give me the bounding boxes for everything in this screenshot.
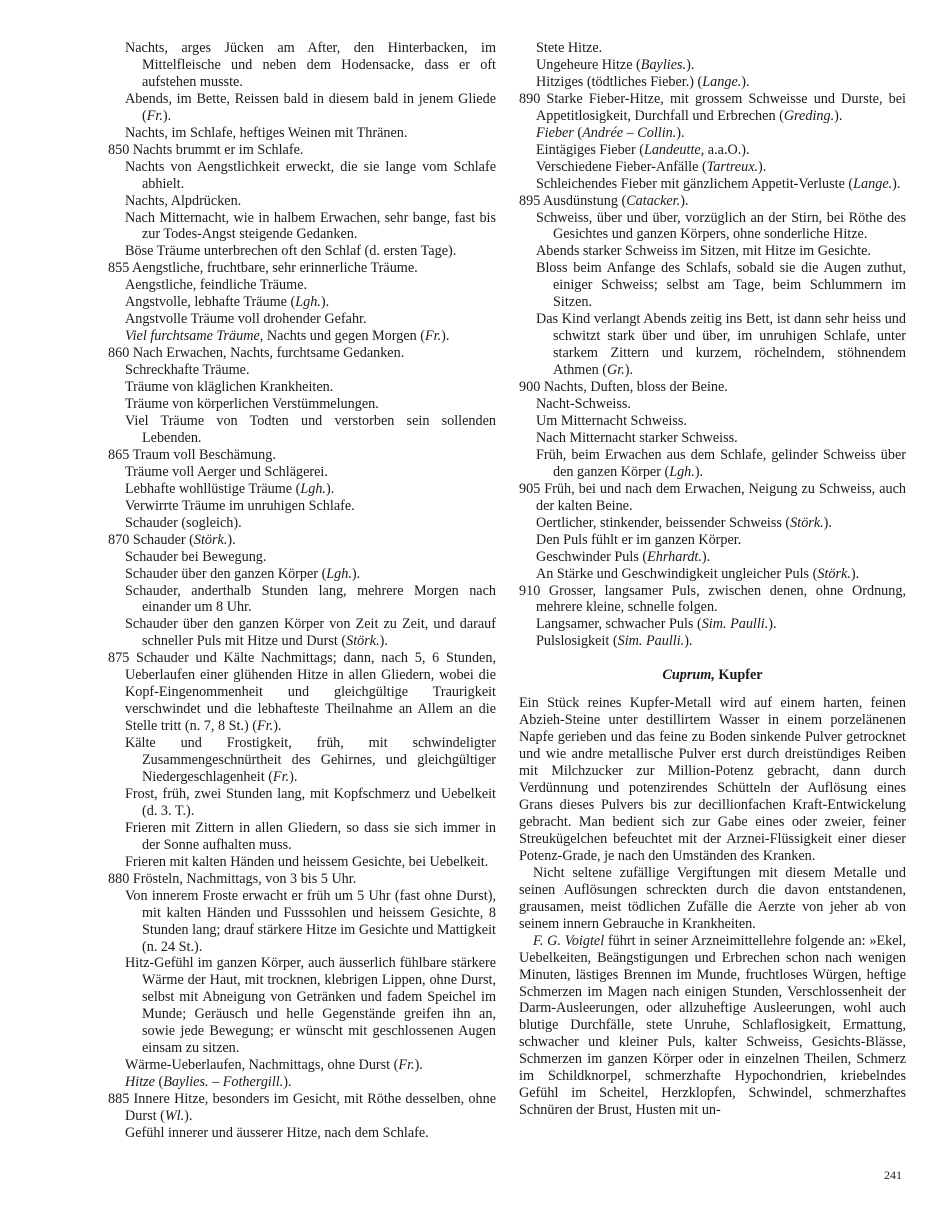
section-title-italic: Cuprum, xyxy=(662,667,715,684)
symptom-entry: Schauder (sogleich). xyxy=(125,514,242,531)
symptom-entry: Hitz-Gefühl im ganzen Körper, auch äusserlich fühlbare stärkere Wärme der Haut, mit trocknen, klebrigen Lippen, ohne Durst, selbst mit Abneigung von Getränken und fadem Speichel im Munde; Geräusch und helle Gegenstände greifen ihn an, sowie jede Bewegung; er wünscht mit geschlossenen Augen einsam zu sitzen. xyxy=(125,955,496,1057)
section-body xyxy=(519,695,906,1119)
symptom-entry: 850 Nachts brummt er im Schlafe. xyxy=(108,141,304,158)
symptom-entry: 910 Grosser, langsamer Puls, zwischen denen, ohne Ordnung, mehrere kleine, schnelle folgen. xyxy=(519,582,906,616)
left-column xyxy=(108,40,496,1142)
symptom-entry: Früh, beim Erwachen aus dem Schlafe, gelinder Schweiss über den ganzen Körper (Lgh.). xyxy=(536,446,906,480)
symptom-entry: Nach Mitternacht starker Schweiss. xyxy=(536,429,738,446)
symptom-entry: Pulslosigkeit (Sim. Paulli.). xyxy=(536,633,693,650)
entry-number: 865 xyxy=(108,446,130,463)
symptom-entry: Aengstliche, feindliche Träume. xyxy=(125,277,308,294)
entry-number: 895 xyxy=(519,192,541,209)
entry-number: 890 xyxy=(519,90,541,107)
symptom-entry: Verwirrte Träume im unruhigen Schlafe. xyxy=(125,497,355,514)
symptom-entry: Langsamer, schwacher Puls (Sim. Paulli.). xyxy=(536,616,777,633)
symptom-entry: Wärme-Ueberlaufen, Nachmittags, ohne Durst (Fr.). xyxy=(125,1057,423,1074)
symptom-entry: 865 Traum voll Beschämung. xyxy=(108,446,276,463)
symptom-entry: Nacht-Schweiss. xyxy=(536,396,631,413)
entry-number: 855 xyxy=(108,260,130,277)
symptom-entry: Nachts von Aengstlichkeit erweckt, die sie lange vom Schlafe abhielt. xyxy=(125,158,496,192)
entry-number: 875 xyxy=(108,650,130,667)
symptom-entry: Kälte und Frostigkeit, früh, mit schwindeligter Zusammengeschnürtheit des Gehirnes, und gleichgültiger Niedergeschlagenheit (Fr.). xyxy=(125,735,496,785)
symptom-entry: Hitze (Baylies. – Fothergill.). xyxy=(125,1074,292,1091)
symptom-entry: Lebhafte wohllüstige Träume (Lgh.). xyxy=(125,480,335,497)
symptom-entry: An Stärke und Geschwindigkeit ungleicher Puls (Störk.). xyxy=(536,565,860,582)
symptom-entry: Schreckhafte Träume. xyxy=(125,362,250,379)
symptom-entry: Bloss beim Anfange des Schlafs, sobald sie die Augen zuthut, einiger Schweiss; selbst am Tage, beim Schlummern im Sitzen. xyxy=(536,260,906,311)
symptom-entry: Um Mitternacht Schweiss. xyxy=(536,412,687,429)
symptom-entry: Frieren mit kalten Händen und heissem Gesichte, bei Uebelkeit. xyxy=(125,853,489,870)
entry-number: 850 xyxy=(108,141,130,158)
symptom-entry: Schweiss, über und über, vorzüglich an der Stirn, bei Röthe des Gesichtes und ganzen Körpers, ohne sonderliche Hitze. xyxy=(536,209,906,243)
symptom-entry: Gefühl innerer und äusserer Hitze, nach dem Schlafe. xyxy=(125,1125,429,1141)
section-title-plain: Kupfer xyxy=(718,667,763,684)
symptom-entry: Schleichendes Fieber mit gänzlichem Appetit-Verluste (Lange.). xyxy=(536,175,901,192)
symptom-entry: Das Kind verlangt Abends zeitig ins Bett, ist dann sehr heiss und schwitzt stark über und über, im unruhigen Schlafe, unter starkem Zittern und kurzem, röchelndem, stöhnendem Athmen (Gr.). xyxy=(536,311,906,379)
symptom-entry: Träume von kläglichen Krankheiten. xyxy=(125,379,334,396)
body-paragraph: Ein Stück reines Kupfer-Metall wird auf einem harten, feinen Abzieh-Steine unter destillirtem Wasser in einem porzelänenen Napfe gerieben und das feine zu Boden sinkende Pulver getrocknet und wie andre metallische Pulver erst durch dreistündiges Reiben mit Milchzucker zur Million-Potenz gebracht, dann durch Verdünnung und potenzirendes Schütteln der Auflösung eines Grans dieses Pulvers bis zur decillionfachen Kraft-Entwickelung gebracht. Man bedient sich zur Gabe eines oder zweier, feiner Streukügelchen befeuchtet mit der Arznei-Flüssigkeit einer dieser Potenz-Grade, je nach den Umständen des Kranken. xyxy=(519,695,906,864)
symptom-entry: Schauder, anderthalb Stunden lang, mehrere Morgen nach einander um 8 Uhr. xyxy=(125,582,496,616)
right-entries xyxy=(519,40,906,650)
symptom-entry: 890 Starke Fieber-Hitze, mit grossem Schweisse und Durste, bei Appetitlosigkeit, Durchfall und Erbrechen (Greding.). xyxy=(519,90,906,124)
symptom-entry: Den Puls fühlt er im ganzen Körper. xyxy=(536,531,742,548)
right-column xyxy=(519,40,906,1119)
symptom-entry: Nach Mitternacht, wie in halbem Erwachen, sehr bange, fast bis zur Todes-Angst steigende Gedanken. xyxy=(125,209,496,243)
symptom-entry: Angstvolle, lebhafte Träume (Lgh.). xyxy=(125,294,330,311)
entry-number: 885 xyxy=(108,1091,130,1108)
body-paragraph: F. G. Voigtel führt in seiner Arzneimittellehre folgende an: »Ekel, Uebelkeiten, Beängstigungen und Erbrechen schon nach wenigen Minuten, lästiges Brennen im Munde, fruchtloses Würgen, heftige Schmerzen im Magen nach einigen Stunden, Verschlossenheit der Darm-Ausleerungen, oder allzuheftige Ausleerungen, wohl auch blutige Durchfälle, stete Unruhe, Schlaflosigkeit, Ermattung, schwacher und kleiner Puls, kalter Schweiss, Gesichts-Blässe, Schmerzen im ganzen Körper oder in einzelnen Theilen, Schmerz im Schildknorpel, schmerzhafte Hypochondrien, kriebelndes Gefühl im Scheitel, Herzklopfen, Schwindel, schmerzhaftes Schnüren der Brust, Husten mit un- xyxy=(519,932,907,1119)
symptom-entry: Träume von körperlichen Verstümmelungen. xyxy=(125,396,379,413)
symptom-entry: 870 Schauder (Störk.). xyxy=(108,531,236,548)
symptom-entry: Träume voll Aerger und Schlägerei. xyxy=(125,463,328,480)
symptom-entry: Viel furchtsame Träume, Nachts und gegen Morgen (Fr.). xyxy=(125,328,450,345)
symptom-entry: Schauder über den ganzen Körper von Zeit zu Zeit, und darauf schneller Puls mit Hitze und Durst (Störk.). xyxy=(125,616,496,650)
symptom-entry: Angstvolle Träume voll drohender Gefahr. xyxy=(125,311,367,328)
symptom-entry: Geschwinder Puls (Ehrhardt.). xyxy=(536,548,711,565)
symptom-entry: Abends starker Schweiss im Sitzen, mit Hitze im Gesichte. xyxy=(536,243,871,260)
symptom-entry: Von innerem Froste erwacht er früh um 5 Uhr (fast ohne Durst), mit kalten Händen und Fusssohlen und heissem Gesichte, 8 Stunden lang; drauf stärkere Hitze im Gesichte und Mattigkeit (n. 24 St.). xyxy=(125,887,496,955)
symptom-entry: Frost, früh, zwei Stunden lang, mit Kopfschmerz und Uebelkeit (d. 3. T.). xyxy=(125,785,496,819)
symptom-entry: 905 Früh, bei und nach dem Erwachen, Neigung zu Schweiss, auch der kalten Beine. xyxy=(519,480,906,514)
section-title xyxy=(519,667,906,684)
symptom-entry: 900 Nachts, Duften, bloss der Beine. xyxy=(519,379,728,396)
symptom-entry: Ungeheure Hitze (Baylies.). xyxy=(536,56,695,73)
symptom-entry: 875 Schauder und Kälte Nachmittags; dann, nach 5, 6 Stunden, Ueberlaufen einer glühenden Hitze in allen Gliedern, wobei die Kopf-Eingenommenheit und gleichgültige Traurigkeit verschwindet und die lebhafteste Theilnahme an Allem an die Stelle tritt (n. 7, 8 St.) (Fr.). xyxy=(108,650,496,735)
entry-number: 900 xyxy=(519,379,541,396)
symptom-entry: Viel Träume von Todten und verstorben sein sollenden Lebenden. xyxy=(125,412,496,446)
symptom-entry: Nachts, arges Jücken am After, den Hinterbacken, im Mittelfleische und neben dem Hodensacke, dass er oft aufstehen musste. xyxy=(125,40,496,90)
body-paragraph: Nicht seltene zufällige Vergiftungen mit diesem Metalle und seinen Auflösungen schreckten durch die davon entstandenen, grausamen, meist tödlichen Zufälle die Aerzte von jeher ab von seinem innern Gebrauche in Krankheiten. xyxy=(519,864,906,932)
symptom-entry: Abends, im Bette, Reissen bald in diesem bald in jenem Gliede (Fr.). xyxy=(125,90,496,124)
symptom-entry: Böse Träume unterbrechen oft den Schlaf (d. ersten Tage). xyxy=(125,243,457,260)
symptom-entry: Stete Hitze. xyxy=(536,40,603,56)
symptom-entry: Fieber (Andrée – Collin.). xyxy=(536,124,685,141)
symptom-entry: 885 Innere Hitze, besonders im Gesicht, mit Röthe desselben, ohne Durst (Wl.). xyxy=(108,1091,496,1125)
symptom-entry: 895 Ausdünstung (Catacker.). xyxy=(519,192,689,209)
symptom-entry: Nachts, im Schlafe, heftiges Weinen mit Thränen. xyxy=(125,124,408,141)
symptom-entry: Oertlicher, stinkender, beissender Schweiss (Störk.). xyxy=(536,514,832,531)
symptom-entry: Hitziges (tödtliches Fieber.) (Lange.). xyxy=(536,73,750,90)
symptom-entry: Nachts, Alpdrücken. xyxy=(125,192,242,209)
symptom-entry: 860 Nach Erwachen, Nachts, furchtsame Gedanken. xyxy=(108,345,405,362)
entry-number: 880 xyxy=(108,870,130,887)
page-number: 241 xyxy=(884,1168,902,1182)
symptom-entry: Schauder bei Bewegung. xyxy=(125,548,267,565)
entry-number: 910 xyxy=(519,582,541,599)
symptom-entry: Verschiedene Fieber-Anfälle (Tartreux.). xyxy=(536,158,767,175)
entry-number: 870 xyxy=(108,531,130,548)
entry-number: 860 xyxy=(108,345,130,362)
symptom-entry: Frieren mit Zittern in allen Gliedern, so dass sie sich immer in der Sonne aufhalten muss. xyxy=(125,819,496,853)
symptom-entry: Schauder über den ganzen Körper (Lgh.). xyxy=(125,565,361,582)
symptom-entry: Eintägiges Fieber (Landeutte, a.a.O.). xyxy=(536,141,750,158)
symptom-entry: 880 Frösteln, Nachmittags, von 3 bis 5 Uhr. xyxy=(108,870,357,887)
symptom-entry: 855 Aengstliche, fruchtbare, sehr erinnerliche Träume. xyxy=(108,260,418,277)
entry-number: 905 xyxy=(519,480,541,497)
